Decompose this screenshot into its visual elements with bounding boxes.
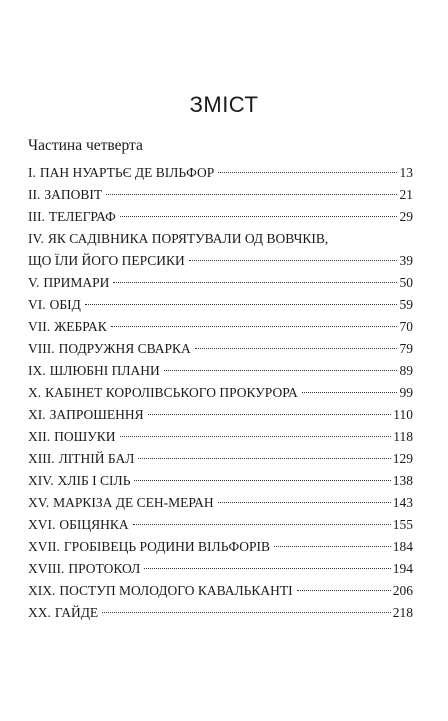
toc-entry-text xyxy=(28,492,216,514)
toc-entry-number: XIV. xyxy=(28,473,54,488)
toc-entry-text xyxy=(28,580,295,602)
toc-entry-number: XII. xyxy=(28,429,51,444)
toc-entry[interactable] xyxy=(28,228,413,272)
toc-entry-number: XVII. xyxy=(28,539,60,554)
toc-entry-line xyxy=(28,206,413,228)
toc-entry-title: ЯК САДІВНИКА ПОРЯТУВАЛИ ОД ВОВЧКІВ, xyxy=(47,231,329,246)
toc-entry-title: ТЕЛЕГРАФ xyxy=(48,209,116,224)
toc-entry-text xyxy=(28,316,109,338)
toc-entry-title: ПОСТУП МОЛОДОГО КАВАЛЬКАНТІ xyxy=(59,583,293,598)
toc-entry-title: ЩО ЇЛИ ЙОГО ПЕРСИКИ xyxy=(28,253,185,268)
toc-entry-page-number: 155 xyxy=(392,517,413,532)
toc-entry[interactable] xyxy=(28,492,413,514)
toc-entry[interactable] xyxy=(28,162,413,184)
toc-entry-page-number: 129 xyxy=(392,451,413,466)
toc-entry-page-number: 70 xyxy=(399,319,413,334)
dot-leader xyxy=(297,590,391,591)
dot-leader xyxy=(113,282,397,283)
toc-entry[interactable] xyxy=(28,206,413,228)
toc-entry-text xyxy=(28,162,216,184)
toc-entry-line xyxy=(28,184,413,206)
toc-entry-title: ГРОБІВЕЦЬ РОДИНИ ВІЛЬФОРІВ xyxy=(63,539,271,554)
toc-entry-text xyxy=(28,448,136,470)
toc-entry-page-number: 13 xyxy=(399,165,413,180)
toc-entry-page-number: 110 xyxy=(393,407,413,422)
dot-leader xyxy=(218,172,397,173)
toc-entry-line xyxy=(28,294,413,316)
toc-entry-page-number: 138 xyxy=(392,473,413,488)
toc-entry-line xyxy=(28,492,413,514)
toc-entry-page-number: 218 xyxy=(392,605,413,620)
toc-entry[interactable] xyxy=(28,360,413,382)
toc-entry-line xyxy=(28,448,413,470)
toc-entry-line xyxy=(28,602,413,624)
toc-entry[interactable] xyxy=(28,316,413,338)
toc-entry-title: ПАН НУАРТЬЄ ДЕ ВІЛЬФОР xyxy=(39,165,215,180)
toc-entry-number: XVIII. xyxy=(28,561,65,576)
toc-entry[interactable] xyxy=(28,404,413,426)
toc-entry[interactable] xyxy=(28,602,413,624)
toc-entry-number: V. xyxy=(28,275,40,290)
toc-entry-title: ОБІЦЯНКА xyxy=(59,517,129,532)
toc-entry-number: XI. xyxy=(28,407,46,422)
toc-entry-number: III. xyxy=(28,209,45,224)
toc-entry-text xyxy=(28,294,83,316)
toc-entry-number: VII. xyxy=(28,319,51,334)
toc-entry-title: ПОШУКИ xyxy=(54,429,116,444)
toc-entry-number: IX. xyxy=(28,363,46,378)
dot-leader xyxy=(302,392,397,393)
dot-leader xyxy=(195,348,397,349)
dot-leader xyxy=(85,304,397,305)
dot-leader xyxy=(189,260,397,261)
toc-entry-line xyxy=(28,514,413,536)
toc-entry-title: ЗАПРОШЕННЯ xyxy=(49,407,144,422)
toc-entry-number: VI. xyxy=(28,297,46,312)
table-of-contents xyxy=(28,162,413,624)
toc-entry[interactable] xyxy=(28,184,413,206)
toc-entry-page-number: 21 xyxy=(399,187,413,202)
toc-entry-number: VIII. xyxy=(28,341,55,356)
toc-entry-text xyxy=(28,382,300,404)
toc-entry-text xyxy=(28,272,111,294)
toc-entry-title: ЖЕБРАК xyxy=(54,319,107,334)
toc-entry-page-number: 143 xyxy=(392,495,413,510)
toc-entry[interactable] xyxy=(28,294,413,316)
dot-leader xyxy=(111,326,397,327)
dot-leader xyxy=(120,436,392,437)
toc-entry-line xyxy=(28,536,413,558)
dot-leader xyxy=(148,414,392,415)
toc-entry-title: ПРОТОКОЛ xyxy=(68,561,141,576)
toc-entry-number: XVI. xyxy=(28,517,56,532)
toc-entry-text xyxy=(28,206,118,228)
toc-entry-text xyxy=(28,470,132,492)
toc-entry-page-number: 99 xyxy=(399,385,413,400)
dot-leader xyxy=(106,194,397,195)
toc-entry-line xyxy=(28,580,413,602)
toc-entry-page-number: 39 xyxy=(399,253,413,268)
toc-entry[interactable] xyxy=(28,338,413,360)
toc-entry-page-number: 194 xyxy=(392,561,413,576)
toc-entry[interactable] xyxy=(28,272,413,294)
toc-entry-title: ЛІТНІЙ БАЛ xyxy=(58,451,135,466)
toc-entry[interactable] xyxy=(28,514,413,536)
toc-entry-text xyxy=(28,338,193,360)
toc-entry-text xyxy=(28,514,131,536)
toc-entry-title: ХЛІБ І СІЛЬ xyxy=(57,473,131,488)
toc-entry-text xyxy=(28,558,142,580)
dot-leader xyxy=(218,502,391,503)
toc-entry-title: КАБІНЕТ КОРОЛІВСЬКОГО ПРОКУРОРА xyxy=(45,385,298,400)
toc-entry[interactable] xyxy=(28,426,413,448)
toc-entry-text xyxy=(28,184,104,206)
toc-entry[interactable] xyxy=(28,536,413,558)
toc-entry-line xyxy=(28,272,413,294)
toc-entry[interactable] xyxy=(28,580,413,602)
toc-entry[interactable] xyxy=(28,382,413,404)
toc-entry-first-line xyxy=(28,228,413,250)
toc-entry[interactable] xyxy=(28,470,413,492)
toc-entry-line xyxy=(28,250,413,272)
toc-entry-page-number: 206 xyxy=(392,583,413,598)
toc-entry[interactable] xyxy=(28,448,413,470)
dot-leader xyxy=(138,458,390,459)
dot-leader xyxy=(134,480,390,481)
dot-leader xyxy=(274,546,391,547)
dot-leader xyxy=(164,370,397,371)
toc-entry-line xyxy=(28,558,413,580)
toc-entry-number: XIX. xyxy=(28,583,56,598)
dot-leader xyxy=(102,612,391,613)
toc-entry-title: ГАЙДЕ xyxy=(54,605,99,620)
toc-entry-page-number: 184 xyxy=(392,539,413,554)
toc-entry-page-number: 59 xyxy=(399,297,413,312)
toc-entry-number: IV. xyxy=(28,231,44,246)
toc-entry-text xyxy=(28,536,272,558)
toc-entry-number: XX. xyxy=(28,605,51,620)
toc-entry-number: XV. xyxy=(28,495,50,510)
dot-leader xyxy=(144,568,390,569)
dot-leader xyxy=(120,216,397,217)
toc-entry-line xyxy=(28,162,413,184)
page-title: ЗМІСТ xyxy=(189,92,259,117)
toc-entry-number: I. xyxy=(28,165,36,180)
toc-entry[interactable] xyxy=(28,558,413,580)
toc-entry-text xyxy=(28,602,100,624)
toc-entry-line xyxy=(28,316,413,338)
toc-entry-title: ОБІД xyxy=(49,297,81,312)
toc-entry-text xyxy=(28,404,146,426)
toc-entry-number: X. xyxy=(28,385,42,400)
toc-entry-line xyxy=(28,360,413,382)
toc-entry-title: ПОДРУЖНЯ СВАРКА xyxy=(58,341,191,356)
toc-entry-text xyxy=(28,360,162,382)
toc-entry-page-number: 118 xyxy=(393,429,413,444)
toc-entry-text xyxy=(28,250,187,272)
toc-entry-page-number: 29 xyxy=(399,209,413,224)
toc-entry-line xyxy=(28,426,413,448)
toc-entry-title: ЗАПОВІТ xyxy=(44,187,103,202)
part-heading: Частина четверта xyxy=(28,137,143,154)
toc-entry-title: МАРКІЗА ДЕ СЕН-МЕРАН xyxy=(53,495,214,510)
toc-entry-line xyxy=(28,404,413,426)
toc-entry-page-number: 89 xyxy=(399,363,413,378)
toc-entry-line xyxy=(28,382,413,404)
toc-entry-number: II. xyxy=(28,187,41,202)
toc-entry-line xyxy=(28,470,413,492)
dot-leader xyxy=(133,524,391,525)
toc-entry-title: ШЛЮБНІ ПЛАНИ xyxy=(49,363,160,378)
toc-entry-page-number: 79 xyxy=(399,341,413,356)
toc-entry-line xyxy=(28,338,413,360)
toc-entry-text xyxy=(28,426,118,448)
toc-entry-page-number: 50 xyxy=(399,275,413,290)
toc-entry-title: ПРИМАРИ xyxy=(43,275,110,290)
toc-entry-number: XIII. xyxy=(28,451,55,466)
